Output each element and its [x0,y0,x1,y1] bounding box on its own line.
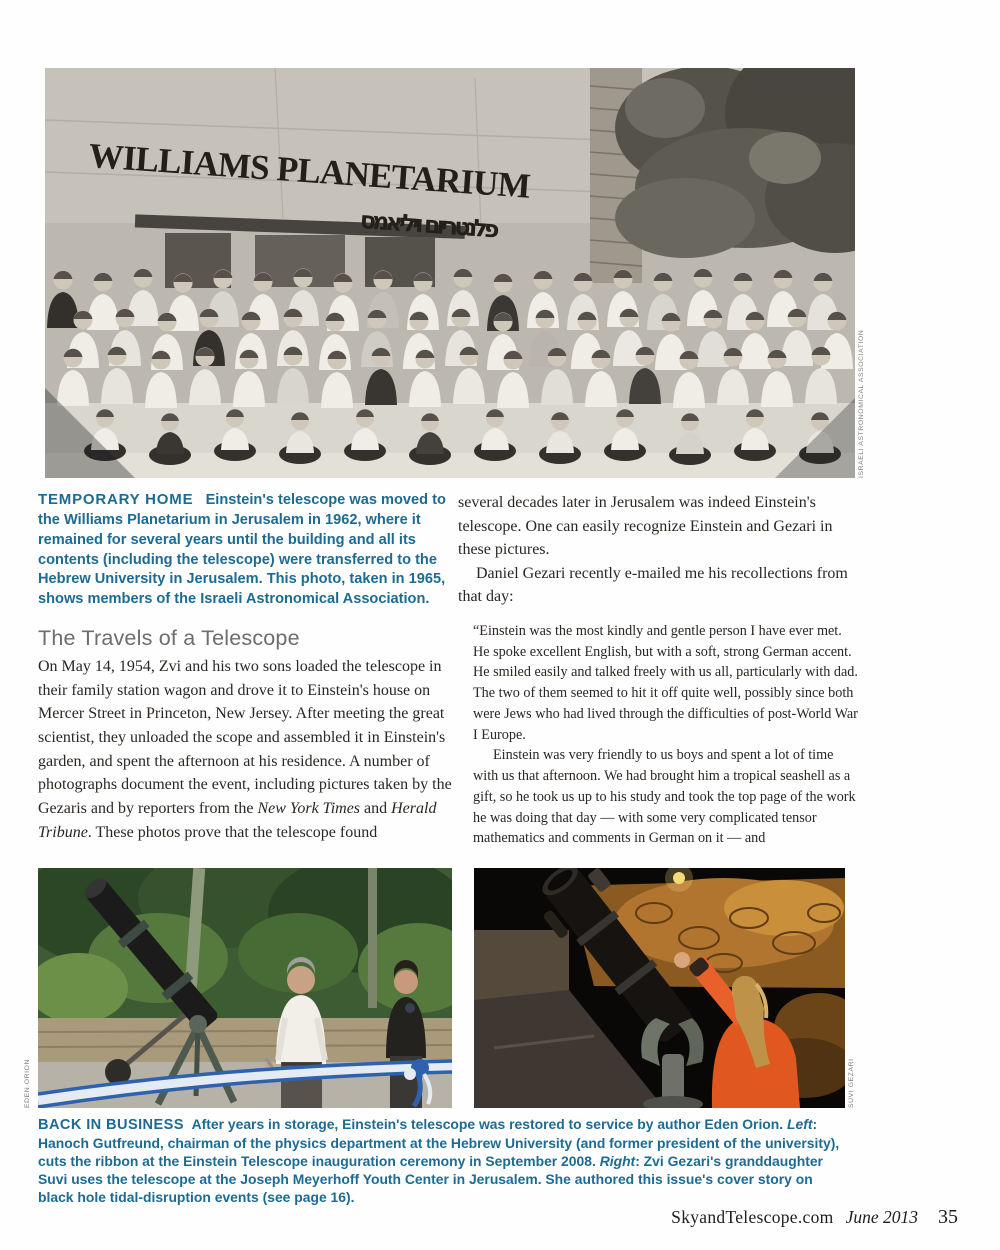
body-paragraph: several decades later in Jerusalem was indeed Einstein's telescope. One can easily recognize Einstein and Gezari in these pictures. [458,494,833,559]
bottom-left-photo-ribbon-cutting [38,868,452,1108]
section-heading: The Travels of a Telescope [38,626,300,650]
night-observing-illustration [474,868,845,1108]
planetarium-sign-hebrew: פלנטריום ויליאמס [358,206,501,244]
bottom-right-photo-suvi-telescope [474,868,845,1108]
caption-text: Einstein's telescope was moved to the Williams Planetarium in Jerusalem in 1962, where it remained for several years until the building and all its contents (including the telescope) were transferred to the Hebrew University in Jerusalem. This photo, taken in 1965, shows members of the Israeli Astronomical Association. [38,492,446,608]
photo-credit-bottom-left: EDEN ORION [24,1058,31,1108]
top-photo-illustration [45,68,855,478]
ribbon-cutting-illustration [38,868,452,1108]
italic-publication: Herald Tribune [38,800,437,841]
caption-italic-right: Right [599,1152,636,1169]
italic-publication: New York Times [257,800,361,818]
photo-credit-bottom-right: SUVI GEZARI [848,1058,855,1108]
blockquote-gezari-recollections [473,621,859,849]
caption-label: BACK IN BUSINESS [38,1117,184,1133]
body-paragraph: On May 14, 1954, Zvi and his two sons loaded the telescope in their family station wagon and drove it to Einstein's house on Mercer Street in Princeton, New Jersey. After meeting the great scientist, they unloaded the scope and assembled it in Einstein's garden, and spent the afternoon at his residence. A number of photographs document the event, including pictures taken by the Gezaris and by reporters from the New York Times and Herald Tribune. These photos prove that the telescope found [38,658,452,841]
photo-credit-top: ISRAELI ASTRONOMICAL ASSOCIATION [858,329,865,478]
footer-page-number: 35 [938,1206,958,1228]
page-footer [671,1206,958,1229]
top-photo-williams-planetarium [45,68,855,478]
quote-paragraph: Einstein was very friendly to us boys and spent a lot of time with us that afternoon. We had brought him a tropical seashell as a gift, so he took us up to his study and took the top page of the work he was doing that day — with some very complicated tensor mathematics and comments in German on it — and [473,747,856,847]
article-column-right [458,491,858,609]
footer-issue-date: June 2013 [845,1207,918,1227]
quote-paragraph: “Einstein was the most kindly and gentle person I have ever met. He spoke excellent English, but with a soft, strong German accent. He smiled easily and talked freely with us all, particularly with dad. The two of them seemed to hit it off quite well, possibly since both were Jews who had lived through the difficulties of post-World War I Europe. [473,623,858,743]
caption-label: TEMPORARY HOME [38,491,194,508]
body-paragraph: Daniel Gezari recently e-mailed me his recollections from that day: [458,564,848,606]
caption-back-in-business: BACK IN BUSINESS After years in storage, Einstein's telescope was restored to service by author Eden Orion. Left: Hanoch Gutfreund, chairman of the physics department at the Hebrew University (and former president of the university), cuts the ribbon at the Einstein Telescope inauguration ceremony in September 2008. Right: Zvi Gezari's granddaughter Suvi uses the telescope at the Joseph Meyerhoff Youth Center in Jerusalem. She authored this issue's cover story on black hole tidal-disruption events (see page 16). [38,1116,840,1205]
article-column-left [38,655,452,844]
trees [615,68,855,258]
planetarium-sign-english: WILLIAMS PLANETARIUM [87,135,535,206]
caption-italic-left: Left [787,1116,813,1132]
footer-site: SkyandTelescope.com [671,1207,834,1227]
caption-temporary-home [38,490,448,610]
